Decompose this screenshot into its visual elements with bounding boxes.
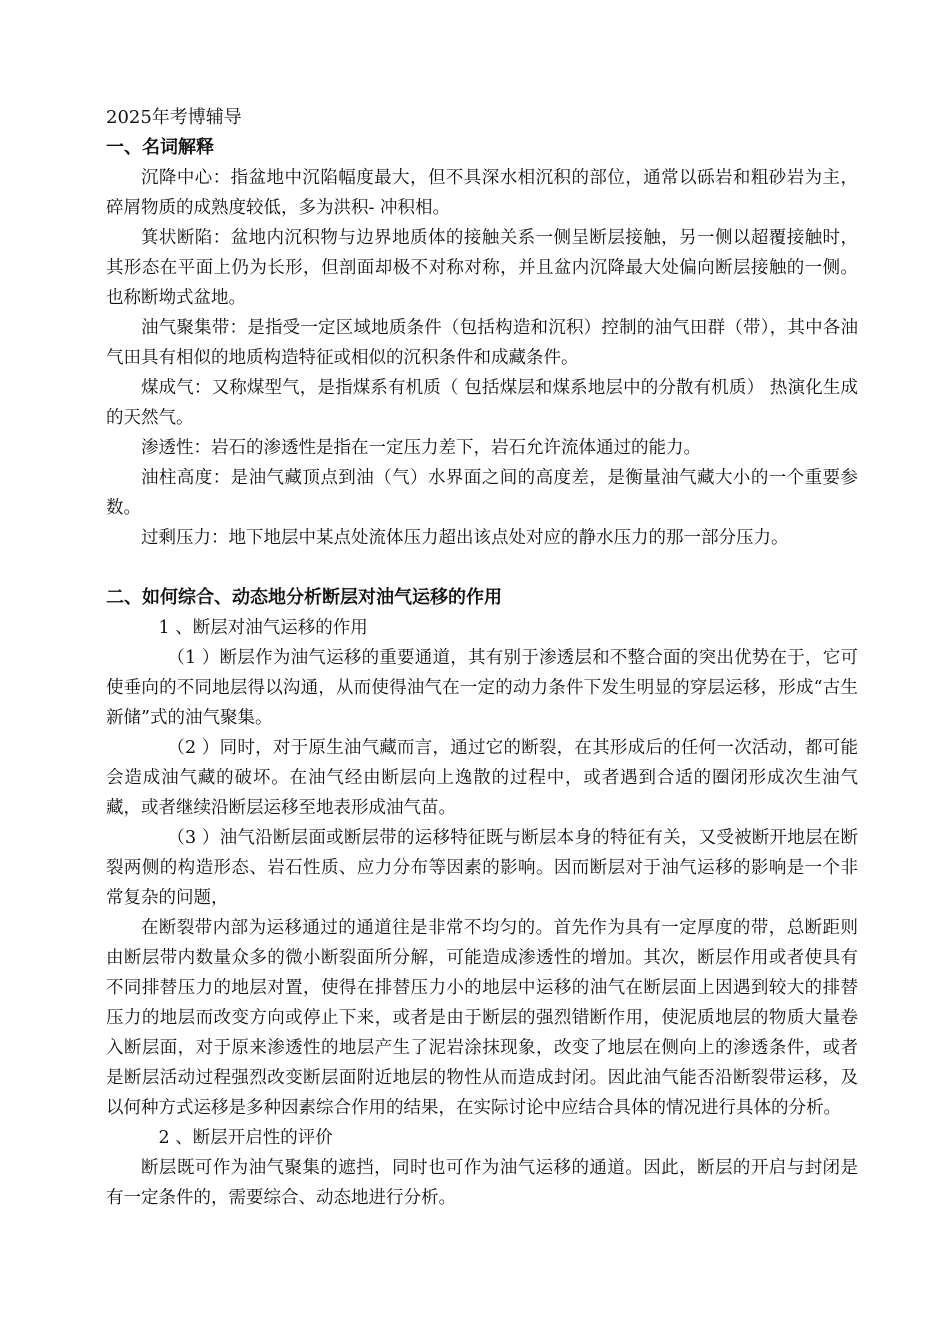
term-oil-column-height: 油柱高度：是油气藏顶点到油（气）水界面之间的高度差，是衡量油气藏大小的一个重要参数。: [106, 468, 858, 518]
term-coal-gas: 煤成气：又称煤型气，是指煤系有机质（ 包括煤层和煤系地层中的分散有机质） 热演化生成的天然气。: [106, 378, 858, 428]
item-1: （1 ）断层作为油气运移的重要通道，其有别于渗透层和不整合面的突出优势在于，它可使垂向的不同地层得以沟通，从而使得油气在一定的动力条件下发生明显的穿层运移，形成“古生新储”式的油气聚集。: [106, 648, 858, 728]
section-gap: [106, 553, 858, 583]
document-body: [106, 103, 858, 1213]
section-2-title: 二、如何综合、动态地分析断层对油气运移的作用: [106, 587, 502, 608]
item-2: （2 ）同时，对于原生油气藏而言，通过它的断裂，在其形成后的任何一次活动，都可能会造成油气藏的破坏。在油气经由断层向上逸散的过程中，或者遇到合适的圈闭形成次生油气藏，或者继续沿断层运移至地表形成油气苗。: [106, 738, 858, 818]
subsection-2-title: 2 、断层开启性的评价: [158, 1128, 333, 1148]
item-3: （3 ）油气沿断层面或断层带的运移特征既与断层本身的特征有关，又受被断开地层在断裂两侧的构造形态、岩石性质、应力分布等因素的影响。因而断层对于油气运移的影响是一个非常复杂的问题，: [106, 828, 858, 908]
subsection-1-title: 1 、断层对油气运移的作用: [158, 618, 368, 638]
term-overpressure: 过剩压力：地下地层中某点处流体压力超出该点处对应的静水压力的那一部分压力。: [141, 528, 789, 548]
term-permeability: 渗透性：岩石的渗透性是指在一定压力差下，岩石允许流体通过的能力。: [141, 438, 701, 458]
document-header: 2025年考博辅导: [106, 107, 242, 128]
fault-opening-paragraph: 断层既可作为油气聚集的遮挡，同时也可作为油气运移的通道。因此，断层的开启与封闭是有一定条件的，需要综合、动态地进行分析。: [106, 1158, 858, 1208]
term-accumulation-zone: 油气聚集带：是指受一定区域地质条件（包括构造和沉积）控制的油气田群（带），其中各油气田具有相似的地质构造特征或相似的沉积条件和成藏条件。: [106, 318, 858, 368]
term-half-graben: 箕状断陷：盆地内沉积物与边界地质体的接触关系一侧呈断层接触，另一侧以超覆接触时，其形态在平面上仍为长形，但剖面却极不对称对称，并且盆内沉降最大处偏向断层接触的一侧。也称断坳式盆地。: [106, 228, 858, 308]
term-settlement-center: 沉降中心：指盆地中沉陷幅度最大，但不具深水相沉积的部位，通常以砾岩和粗砂岩为主，碎屑物质的成熟度较低，多为洪积- 冲积相。: [106, 168, 858, 218]
section-1-title: 一、名词解释: [106, 137, 214, 158]
fault-zone-paragraph: 在断裂带内部为运移通过的通道往是非常不均匀的。首先作为具有一定厚度的带，总断距则由断层带内数量众多的微小断裂面所分解，可能造成渗透性的增加。其次，断层作用或者使具有不同排替压力的地层对置，使得在排替压力小的地层中运移的油气在断层面上因遇到较大的排替压力的地层而改变方向或停止下来，或者是由于断层的强烈错断作用，使泥质地层的物质大量卷入断层面，对于原来渗透性的地层产生了泥岩涂抹现象，改变了地层在侧向上的渗透条件，或者是断层活动过程强烈改变断层面附近地层的物性从而造成封闭。因此油气能否沿断裂带运移，及以何种方式运移是多种因素综合作用的结果，在实际讨论中应结合具体的情况进行具体的分析。: [106, 918, 858, 1118]
